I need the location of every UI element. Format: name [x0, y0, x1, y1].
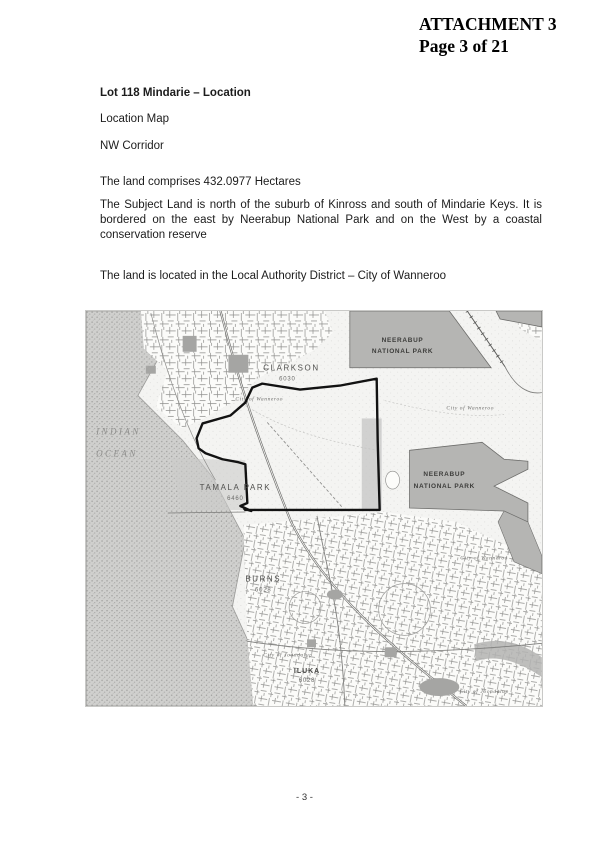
label-city-of-wanneroo: City of Wanneroo	[235, 396, 284, 403]
location-map-svg	[86, 311, 542, 706]
line-area: The land comprises 432.0977 Hectares	[100, 176, 301, 188]
svg-text:NATIONAL PARK: NATIONAL PARK	[413, 483, 476, 491]
svg-text:6028: 6028	[255, 587, 272, 594]
svg-text:City of Wanneroo: City of Wanneroo	[446, 405, 495, 412]
line-nw-corridor: NW Corridor	[100, 140, 164, 152]
svg-text:6028: 6028	[298, 678, 316, 685]
svg-text:City of Joondalup: City of Joondalup	[459, 689, 509, 696]
label-clarkson: CLARKSON	[263, 363, 320, 373]
label-burns: BURNS	[245, 574, 282, 584]
svg-text:6030: 6030	[279, 376, 296, 383]
svg-text:City of Wanneroo: City of Wanneroo	[460, 555, 509, 562]
attachment-title: ATTACHMENT 3	[419, 14, 557, 34]
page-title: Lot 118 Mindarie – Location	[100, 87, 251, 99]
label-tamala-park: TAMALA PARK	[199, 483, 272, 493]
attachment-header	[419, 13, 557, 57]
label-neerabup-east: NEERABUP	[423, 471, 466, 479]
page-indicator: Page 3 of 21	[419, 36, 509, 56]
svg-text:NATIONAL PARK: NATIONAL PARK	[371, 347, 434, 355]
label-iluka: ILUKA	[293, 668, 321, 676]
urban-area-south	[243, 512, 541, 706]
label-city-of-joondalup: City of Joondalup	[263, 652, 313, 659]
line-location-map: Location Map	[100, 113, 170, 125]
label-indian-ocean: INDIAN	[96, 426, 141, 437]
subject-land-paragraph: The Subject Land is north of the suburb of Kinross and south of Mindarie Keys. It is bordered on the east by Neerabup National Park and on the West by a coastal conservation reserve	[100, 199, 542, 241]
location-map-image	[85, 310, 543, 707]
page-number: - 3 -	[296, 792, 313, 803]
label-neerabup-north: NEERABUP	[381, 336, 424, 344]
svg-text:OCEAN: OCEAN	[96, 448, 138, 459]
document-body	[100, 86, 542, 296]
line-authority: The land is located in the Local Authority District – City of Wanneroo	[100, 270, 447, 282]
pond	[386, 471, 400, 489]
svg-text:6460: 6460	[227, 496, 244, 503]
